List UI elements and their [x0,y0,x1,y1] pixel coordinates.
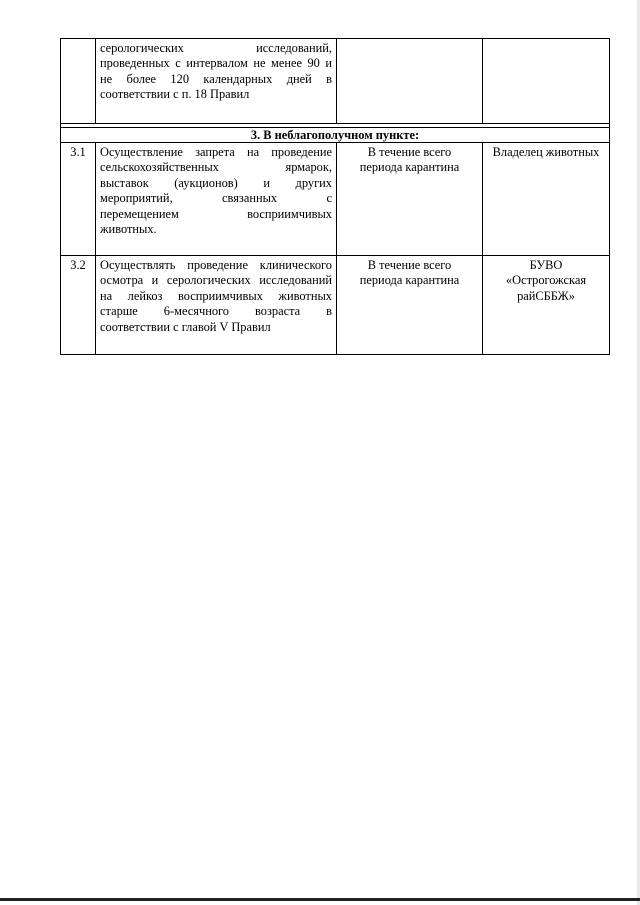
responsible-cell [483,143,610,256]
action-cell [96,39,337,124]
term-cell [337,39,483,124]
action-line: не более 120 календарных дней в [100,71,332,86]
row-number [61,39,96,124]
section-title: 3. В неблагополучном пункте: [61,128,610,143]
action-line: Осуществлять проведение клинического [100,258,332,272]
action-line: соответствии с главой V Правил [100,319,271,334]
row-number: 3.2 [61,256,96,355]
action-line: животных. [100,222,157,237]
action-line: соответствии с п. 18 Правил [100,87,250,102]
action-line: проведенных с интервалом не менее 90 и [100,56,332,71]
action-line: серологических исследований, [100,41,332,55]
responsible-line: райСББЖ» [517,288,575,303]
action-line: перемещением восприимчивых [100,206,332,221]
row-number: 3.1 [61,143,96,256]
term-line: периода карантина [359,160,460,175]
table-row [61,143,610,256]
responsible-line: «Острогожская [505,273,587,288]
scan-border [0,898,640,901]
table-row [61,256,610,355]
responsible-line: Владелец животных [492,145,600,159]
term-line: периода карантина [359,273,460,288]
action-line: Осуществление запрета на проведение [100,145,332,159]
measures-table [60,38,610,355]
action-line: старше 6-месячного возраста в [100,304,332,319]
term-line: В течение всего [367,258,452,272]
section-row [61,128,610,143]
responsible-cell [483,39,610,124]
action-line: мероприятий, связанных с [100,191,332,206]
action-line: выставок (аукционов) и других [100,175,332,190]
action-line: осмотра и серологических исследований [100,273,332,288]
responsible-cell [483,256,610,355]
term-cell [337,256,483,355]
term-cell [337,143,483,256]
action-line: на лейкоз восприимчивых животных [100,288,332,303]
action-line: сельскохозяйственных ярмарок, [100,160,332,175]
action-cell [96,256,337,355]
action-cell [96,143,337,256]
term-line: В течение всего [367,145,452,159]
responsible-line: БУВО [529,258,563,272]
table-row-continued [61,39,610,124]
